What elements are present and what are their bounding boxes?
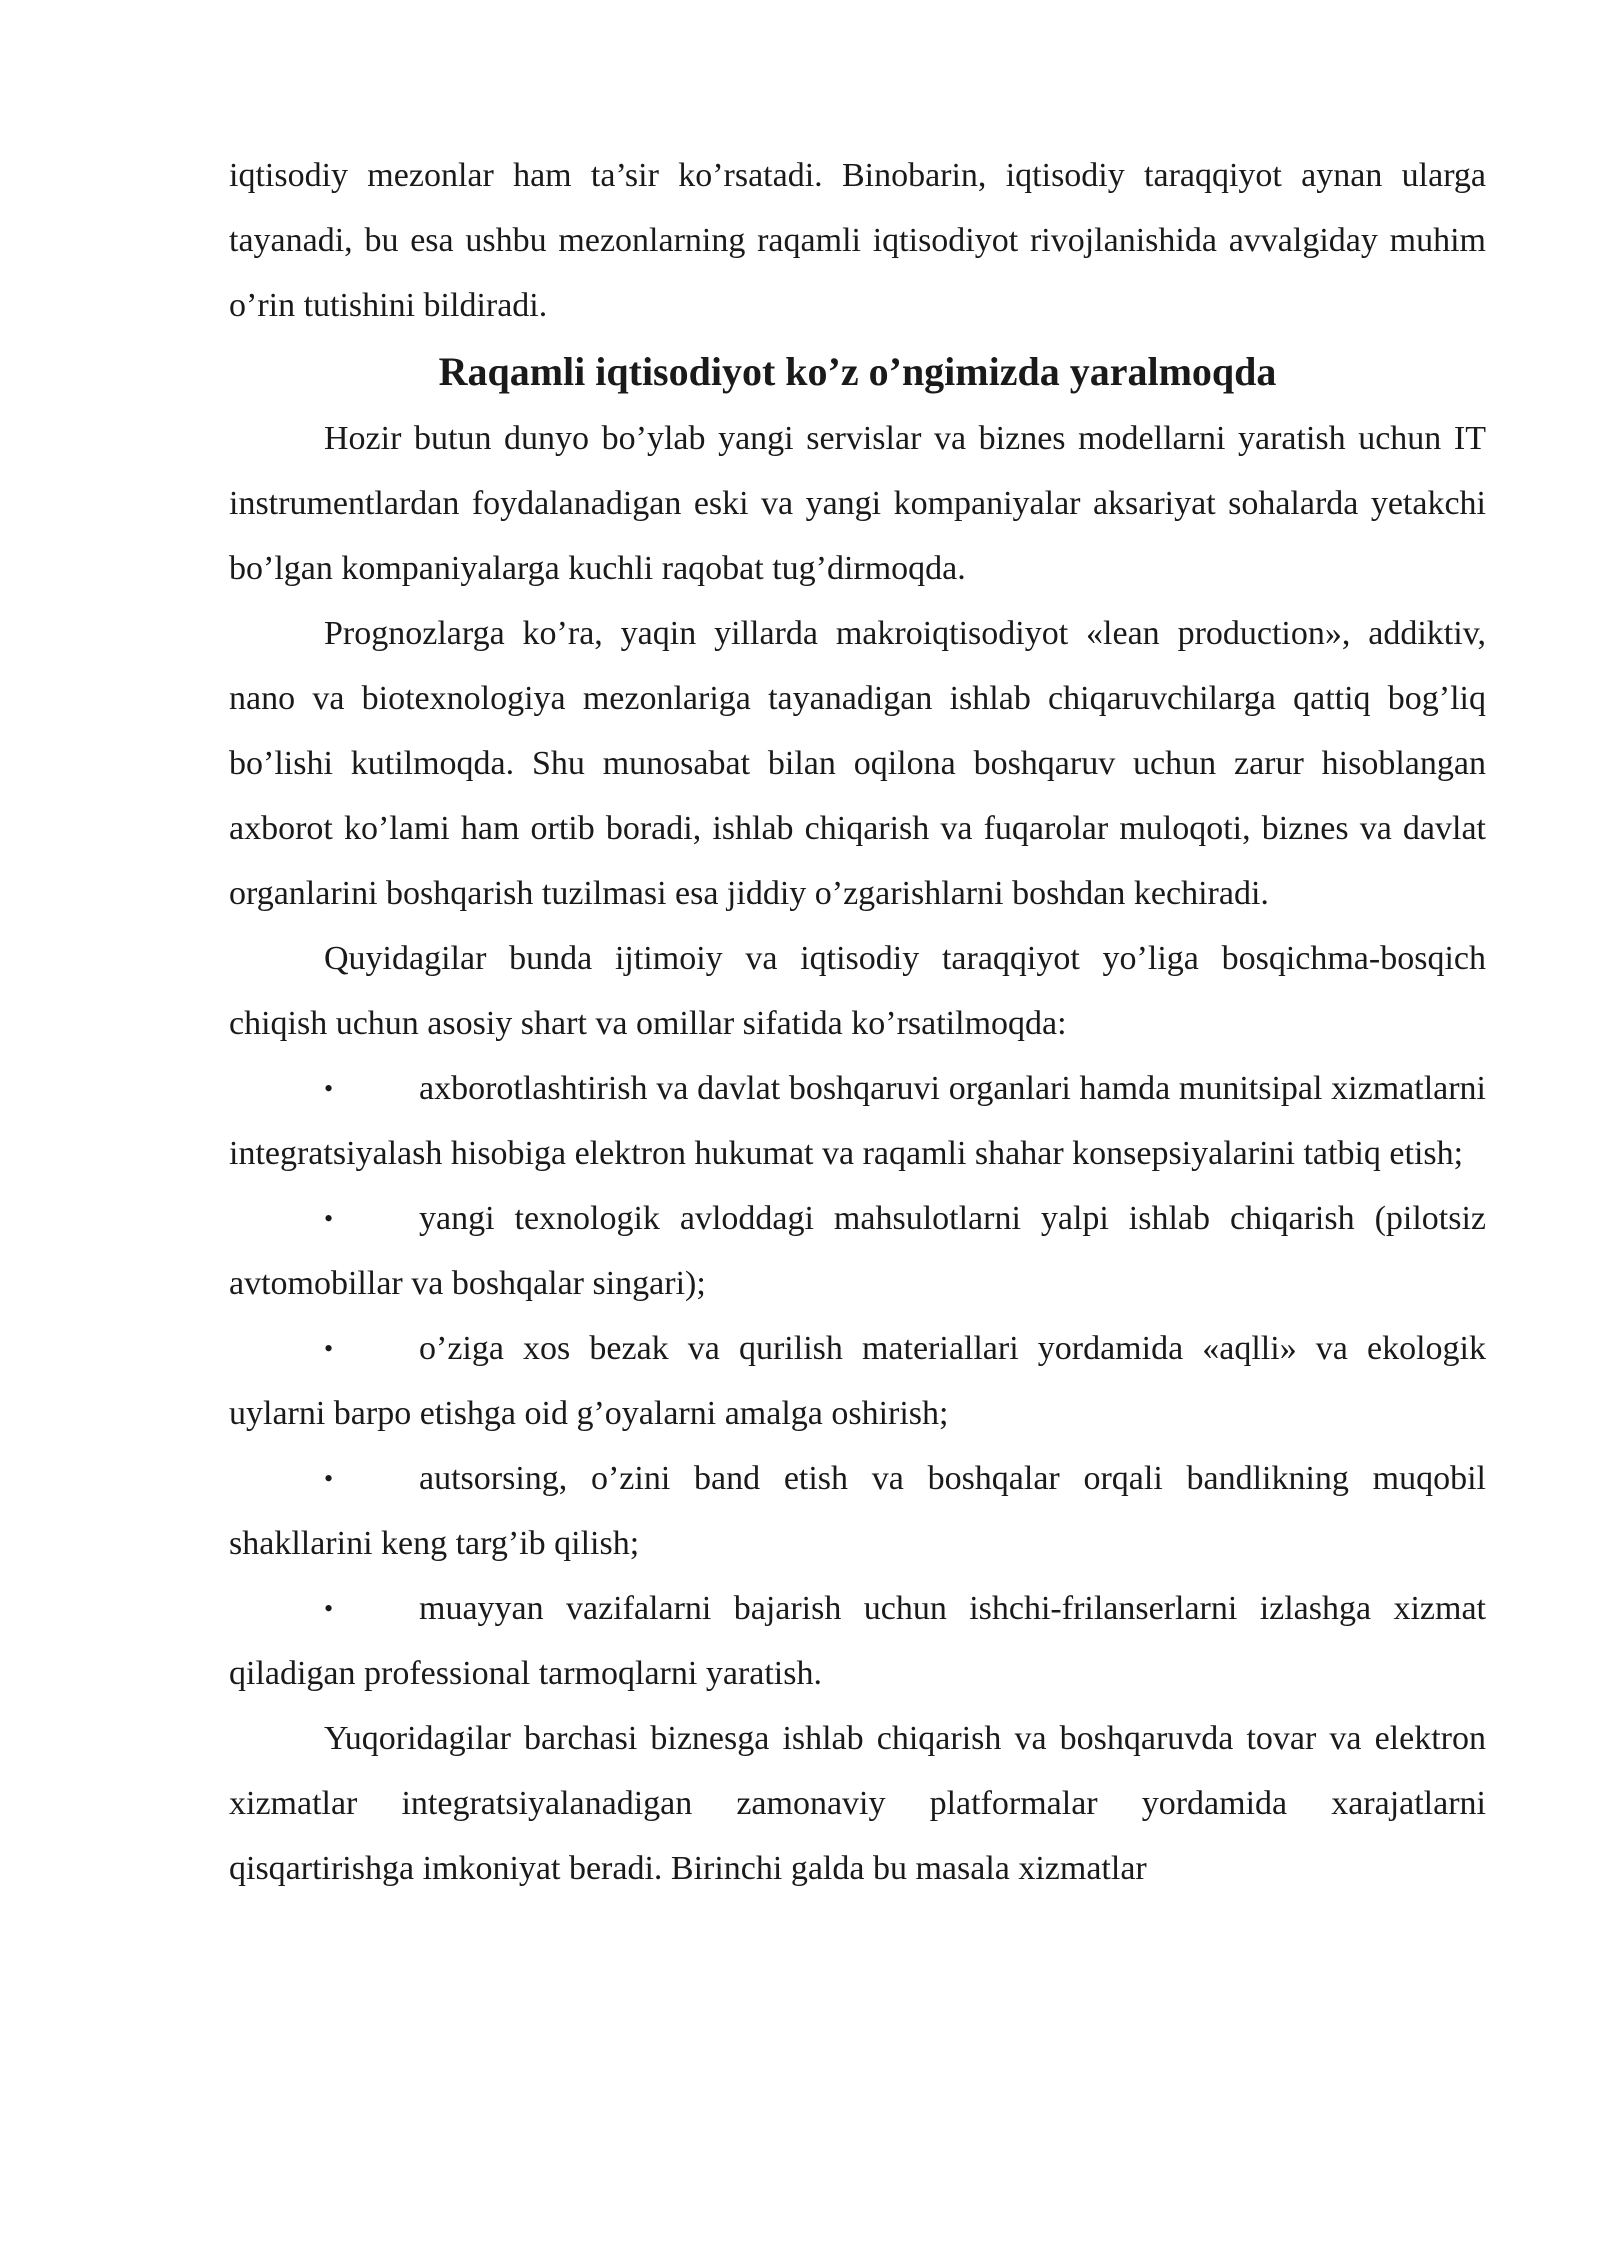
intro-paragraph: iqtisodiy mezonlar ham ta’sir ko’rsatadi. Binobarin, iqtisodiy taraqqiyot aynan ularga tayanadi, bu esa ushbu mezonlarning raqamli iqtisodiyot rivojlanishida avvalgiday muhim o’rin tutishini bildiradi.: [229, 157, 1486, 324]
bullet-item: [229, 1056, 1486, 1186]
bullet-item: [229, 1576, 1486, 1706]
bullet-text: o’ziga xos bezak va qurilish materiallari yordamida «aqlli» va ekologik uylarni barpo etishga oid g’oyalarni amalga oshirish;: [229, 1330, 1486, 1432]
bullet-list: [229, 1056, 1486, 1706]
bullet-icon: •: [324, 1204, 334, 1233]
page-content: [229, 143, 1486, 1901]
closing-paragraph: Yuqoridagilar barchasi biznesga ishlab chiqarish va boshqaruvda tovar va elektron xizmatlar integratsiyalanadigan zamonaviy platformalar yordamida xarajatlarni qisqartirishga imkoniyat beradi. Birinchi galda bu masala xizmatlar: [229, 1720, 1486, 1887]
bullet-icon: •: [324, 1074, 334, 1103]
bullet-icon: •: [324, 1464, 334, 1493]
body-paragraph: Prognozlarga ko’ra, yaqin yillarda makroiqtisodiyot «lean production», addiktiv, nano va biotexnologiya mezonlariga tayanadigan ishlab chiqaruvchilarga qattiq bog’liq bo’lishi kutilmoqda. Shu munosabat bilan oqilona boshqaruv uchun zarur hisoblangan axborot ko’lami ham ortib boradi, ishlab chiqarish va fuqarolar muloqoti, biznes va davlat organlarini boshqarish tuzilmasi esa jiddiy o’zgarishlarni boshdan kechiradi.: [229, 615, 1486, 912]
bullet-item: [229, 1316, 1486, 1446]
bullet-item: [229, 1186, 1486, 1316]
bullet-icon: •: [324, 1594, 334, 1623]
body-paragraph: Hozir butun dunyo bo’ylab yangi servislar va biznes modellarni yaratish uchun IT instrumentlardan foydalanadigan eski va yangi kompaniyalar aksariyat sohalarda yetakchi bo’lgan kompaniyalarga kuchli raqobat tug’dirmoqda.: [229, 420, 1486, 587]
bullet-text: autsorsing, o’zini band etish va boshqalar orqali bandlikning muqobil shakllarini keng targ’ib qilish;: [229, 1460, 1486, 1562]
bullet-icon: •: [324, 1334, 334, 1363]
bullet-text: yangi texnologik avloddagi mahsulotlarni yalpi ishlab chiqarish (pilotsiz avtomobillar va boshqalar singari);: [229, 1200, 1486, 1302]
section-heading: Raqamli iqtisodiyot ko’z o’ngimizda yaralmoqda: [438, 349, 1277, 394]
bullet-item: [229, 1446, 1486, 1576]
bullet-text: muayyan vazifalarni bajarish uchun ishchi-frilanserlarni izlashga xizmat qiladigan professional tarmoqlarni yaratish.: [229, 1590, 1486, 1692]
body-paragraph: Quyidagilar bunda ijtimoiy va iqtisodiy taraqqiyot yo’liga bosqichma-bosqich chiqish uchun asosiy shart va omillar sifatida ko’rsatilmoqda:: [229, 940, 1486, 1042]
bullet-text: axborotlashtirish va davlat boshqaruvi organlari hamda munitsipal xizmatlarni integratsiyalash hisobiga elektron hukumat va raqamli shahar konsepsiyalarini tatbiq etish;: [229, 1070, 1486, 1172]
